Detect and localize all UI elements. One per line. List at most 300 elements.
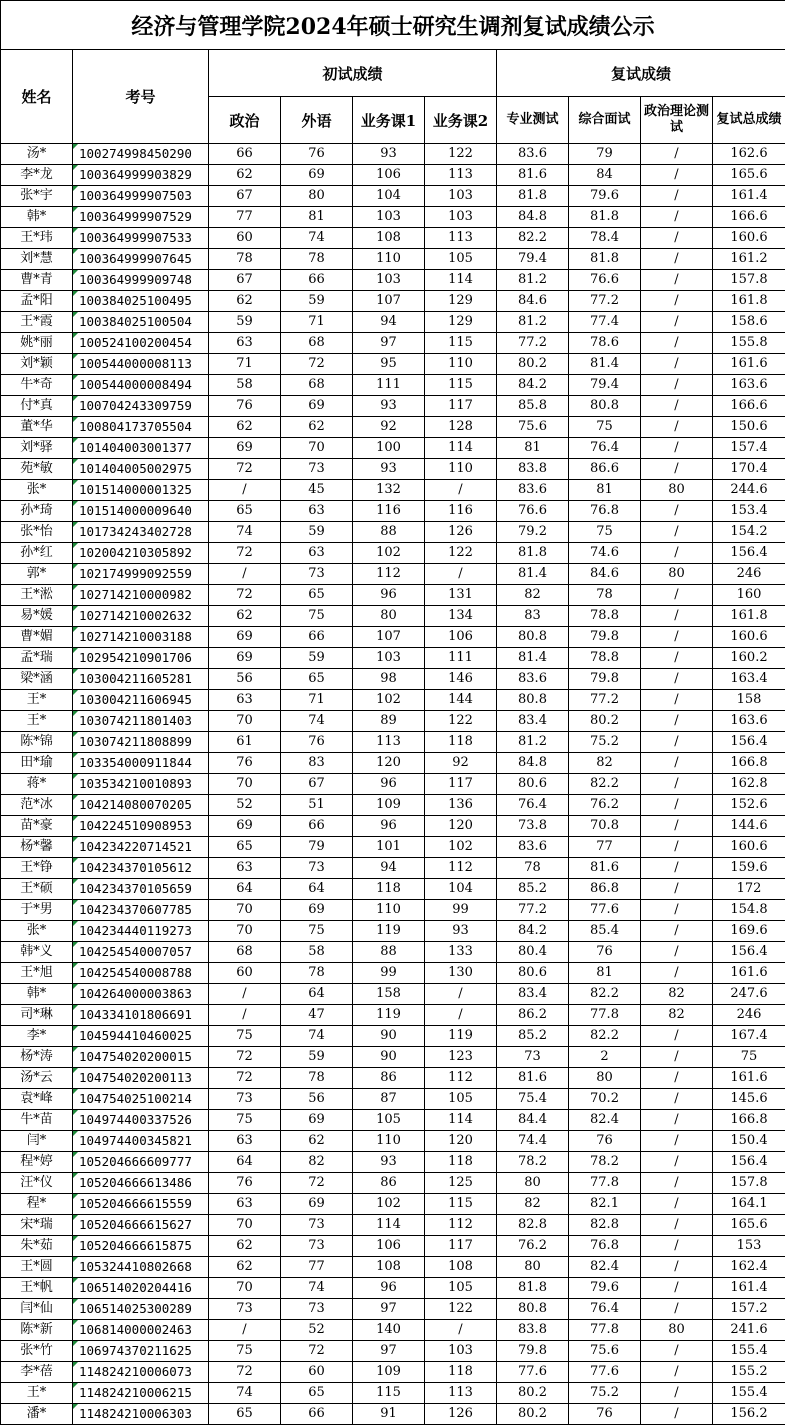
cell-course2: 114 xyxy=(425,438,497,459)
table-row xyxy=(1,291,785,312)
cell-professional-test: 81.2 xyxy=(497,312,569,333)
cell-political-theory: / xyxy=(641,774,713,795)
header-professional-test: 专业测试 xyxy=(497,97,569,144)
cell-retest-total: 150.6 xyxy=(713,417,785,438)
cell-politics: 62 xyxy=(209,1236,281,1257)
cell-exam-no: 104234370105612 xyxy=(73,858,209,879)
table-row xyxy=(1,585,785,606)
cell-political-theory: / xyxy=(641,522,713,543)
cell-name: 韩* xyxy=(1,207,73,228)
cell-interview: 77.8 xyxy=(569,1173,641,1194)
cell-foreign-lang: 75 xyxy=(281,921,353,942)
cell-name: 曹*媚 xyxy=(1,627,73,648)
cell-exam-no: 106974370211625 xyxy=(73,1341,209,1362)
cell-course1: 87 xyxy=(353,1089,425,1110)
cell-politics: 62 xyxy=(209,291,281,312)
cell-foreign-lang: 63 xyxy=(281,543,353,564)
cell-course2: 103 xyxy=(425,186,497,207)
cell-name: 汪*仪 xyxy=(1,1173,73,1194)
table-row xyxy=(1,711,785,732)
cell-course1: 96 xyxy=(353,1278,425,1299)
cell-course1: 94 xyxy=(353,312,425,333)
cell-retest-total: 155.4 xyxy=(713,1341,785,1362)
cell-professional-test: 83.8 xyxy=(497,1320,569,1341)
cell-exam-no: 105204666615559 xyxy=(73,1194,209,1215)
cell-foreign-lang: 64 xyxy=(281,879,353,900)
table-row xyxy=(1,396,785,417)
cell-politics: 52 xyxy=(209,795,281,816)
table-row xyxy=(1,627,785,648)
table-row xyxy=(1,1026,785,1047)
table-row xyxy=(1,1173,785,1194)
cell-course1: 158 xyxy=(353,984,425,1005)
cell-exam-no: 106514025300289 xyxy=(73,1299,209,1320)
cell-exam-no: 100384025100504 xyxy=(73,312,209,333)
cell-political-theory: / xyxy=(641,669,713,690)
cell-name: 田*瑜 xyxy=(1,753,73,774)
cell-course1: 115 xyxy=(353,1383,425,1404)
cell-foreign-lang: 66 xyxy=(281,1404,353,1425)
cell-politics: 59 xyxy=(209,312,281,333)
cell-retest-total: 157.4 xyxy=(713,438,785,459)
header-foreign-lang: 外语 xyxy=(281,97,353,144)
cell-professional-test: 81.4 xyxy=(497,648,569,669)
cell-politics: 70 xyxy=(209,900,281,921)
cell-retest-total: 157.8 xyxy=(713,1173,785,1194)
cell-politics: / xyxy=(209,1320,281,1341)
cell-course2: / xyxy=(425,480,497,501)
cell-politics: 77 xyxy=(209,207,281,228)
cell-course2: 120 xyxy=(425,816,497,837)
table-row xyxy=(1,1215,785,1236)
cell-interview: 86.6 xyxy=(569,459,641,480)
cell-professional-test: 81.8 xyxy=(497,186,569,207)
table-row xyxy=(1,732,785,753)
cell-politics: 64 xyxy=(209,1152,281,1173)
cell-name: 王*圆 xyxy=(1,1257,73,1278)
cell-name: 陈*锦 xyxy=(1,732,73,753)
cell-political-theory: / xyxy=(641,1362,713,1383)
cell-name: 刘*慧 xyxy=(1,249,73,270)
cell-political-theory: / xyxy=(641,1026,713,1047)
table-row xyxy=(1,564,785,585)
cell-foreign-lang: 71 xyxy=(281,690,353,711)
cell-interview: 79.8 xyxy=(569,669,641,690)
cell-course1: 103 xyxy=(353,648,425,669)
cell-foreign-lang: 72 xyxy=(281,1341,353,1362)
cell-exam-no: 102954210901706 xyxy=(73,648,209,669)
cell-retest-total: 155.2 xyxy=(713,1362,785,1383)
cell-retest-total: 161.8 xyxy=(713,606,785,627)
cell-course1: 96 xyxy=(353,816,425,837)
cell-politics: 75 xyxy=(209,1110,281,1131)
cell-politics: / xyxy=(209,564,281,585)
cell-foreign-lang: 73 xyxy=(281,1215,353,1236)
cell-exam-no: 101514000009640 xyxy=(73,501,209,522)
cell-name: 李* xyxy=(1,1026,73,1047)
cell-course2: 126 xyxy=(425,522,497,543)
cell-interview: 74.6 xyxy=(569,543,641,564)
cell-interview: 82.2 xyxy=(569,984,641,1005)
cell-political-theory: / xyxy=(641,165,713,186)
cell-course1: 110 xyxy=(353,900,425,921)
cell-name: 王*淞 xyxy=(1,585,73,606)
cell-political-theory: / xyxy=(641,375,713,396)
cell-professional-test: 79.4 xyxy=(497,249,569,270)
cell-course1: 113 xyxy=(353,732,425,753)
cell-name: 杨*馨 xyxy=(1,837,73,858)
cell-course1: 102 xyxy=(353,543,425,564)
cell-foreign-lang: 66 xyxy=(281,816,353,837)
cell-exam-no: 104224510908953 xyxy=(73,816,209,837)
cell-name: 董*华 xyxy=(1,417,73,438)
cell-exam-no: 106814000002463 xyxy=(73,1320,209,1341)
cell-foreign-lang: 78 xyxy=(281,1068,353,1089)
cell-course1: 120 xyxy=(353,753,425,774)
cell-foreign-lang: 59 xyxy=(281,291,353,312)
cell-politics: 69 xyxy=(209,648,281,669)
cell-exam-no: 100364999907529 xyxy=(73,207,209,228)
header-interview: 综合面试 xyxy=(569,97,641,144)
cell-foreign-lang: 56 xyxy=(281,1089,353,1110)
cell-foreign-lang: 69 xyxy=(281,396,353,417)
cell-course1: 80 xyxy=(353,606,425,627)
cell-retest-total: 166.6 xyxy=(713,396,785,417)
cell-retest-total: 163.4 xyxy=(713,669,785,690)
table-row xyxy=(1,963,785,984)
cell-name: 张*竹 xyxy=(1,1341,73,1362)
cell-name: 王*旭 xyxy=(1,963,73,984)
cell-exam-no: 104254540008788 xyxy=(73,963,209,984)
cell-politics: 76 xyxy=(209,1173,281,1194)
cell-professional-test: 79.2 xyxy=(497,522,569,543)
cell-professional-test: 81.2 xyxy=(497,732,569,753)
table-row xyxy=(1,753,785,774)
table-row xyxy=(1,984,785,1005)
cell-interview: 77 xyxy=(569,837,641,858)
cell-professional-test: 81.2 xyxy=(497,270,569,291)
cell-professional-test: 83.8 xyxy=(497,459,569,480)
cell-professional-test: 73 xyxy=(497,1047,569,1068)
cell-politics: 56 xyxy=(209,669,281,690)
cell-interview: 75 xyxy=(569,417,641,438)
cell-political-theory: 80 xyxy=(641,1320,713,1341)
cell-course1: 110 xyxy=(353,1131,425,1152)
cell-name: 袁*峰 xyxy=(1,1089,73,1110)
cell-exam-no: 103354000911844 xyxy=(73,753,209,774)
cell-name: 杨*涛 xyxy=(1,1047,73,1068)
cell-interview: 76 xyxy=(569,1404,641,1425)
cell-foreign-lang: 66 xyxy=(281,270,353,291)
cell-political-theory: / xyxy=(641,438,713,459)
cell-political-theory: / xyxy=(641,207,713,228)
cell-course1: 109 xyxy=(353,1362,425,1383)
cell-political-theory: / xyxy=(641,1110,713,1131)
cell-political-theory: / xyxy=(641,312,713,333)
table-row xyxy=(1,333,785,354)
cell-exam-no: 114824210006215 xyxy=(73,1383,209,1404)
cell-political-theory: / xyxy=(641,1194,713,1215)
cell-exam-no: 106514020204416 xyxy=(73,1278,209,1299)
cell-professional-test: 76.4 xyxy=(497,795,569,816)
cell-retest-total: 164.1 xyxy=(713,1194,785,1215)
cell-name: 李*龙 xyxy=(1,165,73,186)
cell-professional-test: 81.6 xyxy=(497,165,569,186)
table-row xyxy=(1,249,785,270)
cell-course2: 128 xyxy=(425,417,497,438)
cell-name: 韩* xyxy=(1,984,73,1005)
cell-politics: 67 xyxy=(209,186,281,207)
cell-politics: 63 xyxy=(209,858,281,879)
cell-professional-test: 84.4 xyxy=(497,1110,569,1131)
cell-foreign-lang: 71 xyxy=(281,312,353,333)
cell-exam-no: 101514000001325 xyxy=(73,480,209,501)
cell-foreign-lang: 83 xyxy=(281,753,353,774)
cell-course1: 95 xyxy=(353,354,425,375)
cell-foreign-lang: 67 xyxy=(281,774,353,795)
cell-retest-total: 145.6 xyxy=(713,1089,785,1110)
cell-political-theory: / xyxy=(641,1257,713,1278)
cell-political-theory: / xyxy=(641,711,713,732)
cell-political-theory: 80 xyxy=(641,480,713,501)
cell-exam-no: 101734243402728 xyxy=(73,522,209,543)
cell-name: 孟*瑞 xyxy=(1,648,73,669)
table-row xyxy=(1,228,785,249)
cell-name: 闫* xyxy=(1,1131,73,1152)
cell-foreign-lang: 78 xyxy=(281,249,353,270)
cell-course2: 102 xyxy=(425,837,497,858)
cell-interview: 76 xyxy=(569,942,641,963)
table-row xyxy=(1,1047,785,1068)
cell-exam-no: 114824210006073 xyxy=(73,1362,209,1383)
cell-course1: 94 xyxy=(353,858,425,879)
cell-retest-total: 153.4 xyxy=(713,501,785,522)
cell-foreign-lang: 68 xyxy=(281,333,353,354)
cell-course2: 103 xyxy=(425,1341,497,1362)
cell-politics: 63 xyxy=(209,1194,281,1215)
cell-exam-no: 101404003001377 xyxy=(73,438,209,459)
cell-course1: 97 xyxy=(353,333,425,354)
cell-foreign-lang: 63 xyxy=(281,501,353,522)
cell-course1: 119 xyxy=(353,921,425,942)
cell-exam-no: 104754020200015 xyxy=(73,1047,209,1068)
cell-professional-test: 84.6 xyxy=(497,291,569,312)
cell-foreign-lang: 73 xyxy=(281,1299,353,1320)
cell-course1: 96 xyxy=(353,585,425,606)
cell-course2: 115 xyxy=(425,375,497,396)
cell-political-theory: / xyxy=(641,354,713,375)
cell-exam-no: 104214080070205 xyxy=(73,795,209,816)
cell-name: 闫*仙 xyxy=(1,1299,73,1320)
cell-politics: 70 xyxy=(209,921,281,942)
cell-retest-total: 156.4 xyxy=(713,1152,785,1173)
cell-politics: 75 xyxy=(209,1026,281,1047)
cell-interview: 2 xyxy=(569,1047,641,1068)
page-title: 经济与管理学院2024年硕士研究生调剂复试成绩公示 xyxy=(1,1,785,50)
cell-course1: 105 xyxy=(353,1110,425,1131)
cell-professional-test: 77.2 xyxy=(497,333,569,354)
cell-foreign-lang: 62 xyxy=(281,1131,353,1152)
table-row xyxy=(1,648,785,669)
cell-name: 程* xyxy=(1,1194,73,1215)
cell-interview: 77.6 xyxy=(569,1362,641,1383)
cell-politics: 69 xyxy=(209,627,281,648)
cell-retest-total: 172 xyxy=(713,879,785,900)
table-row xyxy=(1,480,785,501)
cell-retest-total: 155.4 xyxy=(713,1383,785,1404)
cell-interview: 79 xyxy=(569,144,641,165)
cell-politics: 63 xyxy=(209,690,281,711)
cell-retest-total: 166.8 xyxy=(713,1110,785,1131)
cell-foreign-lang: 45 xyxy=(281,480,353,501)
cell-politics: 62 xyxy=(209,1257,281,1278)
cell-course1: 107 xyxy=(353,627,425,648)
cell-political-theory: / xyxy=(641,1236,713,1257)
cell-professional-test: 80.8 xyxy=(497,1299,569,1320)
table-row xyxy=(1,921,785,942)
cell-name: 苑*敏 xyxy=(1,459,73,480)
cell-politics: 61 xyxy=(209,732,281,753)
cell-interview: 78.6 xyxy=(569,333,641,354)
cell-name: 张* xyxy=(1,921,73,942)
cell-course1: 111 xyxy=(353,375,425,396)
cell-exam-no: 105204666613486 xyxy=(73,1173,209,1194)
cell-retest-total: 150.4 xyxy=(713,1131,785,1152)
table-row xyxy=(1,1110,785,1131)
cell-name: 王*帆 xyxy=(1,1278,73,1299)
cell-politics: 69 xyxy=(209,816,281,837)
cell-name: 王* xyxy=(1,1383,73,1404)
cell-exam-no: 100544000008113 xyxy=(73,354,209,375)
cell-interview: 77.2 xyxy=(569,291,641,312)
cell-course2: 112 xyxy=(425,1068,497,1089)
cell-professional-test: 82.2 xyxy=(497,228,569,249)
cell-retest-total: 241.6 xyxy=(713,1320,785,1341)
cell-exam-no: 105204666615627 xyxy=(73,1215,209,1236)
cell-course2: 129 xyxy=(425,291,497,312)
cell-foreign-lang: 69 xyxy=(281,1194,353,1215)
cell-political-theory: / xyxy=(641,543,713,564)
cell-course2: / xyxy=(425,1320,497,1341)
table-row xyxy=(1,669,785,690)
cell-political-theory: / xyxy=(641,690,713,711)
cell-course2: 129 xyxy=(425,312,497,333)
cell-professional-test: 76.2 xyxy=(497,1236,569,1257)
cell-foreign-lang: 77 xyxy=(281,1257,353,1278)
cell-interview: 81 xyxy=(569,480,641,501)
table-row xyxy=(1,1131,785,1152)
cell-foreign-lang: 74 xyxy=(281,1278,353,1299)
cell-foreign-lang: 69 xyxy=(281,900,353,921)
cell-politics: 72 xyxy=(209,1047,281,1068)
cell-foreign-lang: 59 xyxy=(281,1047,353,1068)
cell-course2: 112 xyxy=(425,1215,497,1236)
cell-foreign-lang: 65 xyxy=(281,669,353,690)
cell-political-theory: / xyxy=(641,1299,713,1320)
cell-exam-no: 105324410802668 xyxy=(73,1257,209,1278)
cell-professional-test: 80.6 xyxy=(497,963,569,984)
cell-foreign-lang: 80 xyxy=(281,186,353,207)
cell-name: 司*琳 xyxy=(1,1005,73,1026)
cell-politics: 72 xyxy=(209,585,281,606)
cell-exam-no: 100364999909748 xyxy=(73,270,209,291)
cell-course2: 114 xyxy=(425,1110,497,1131)
cell-exam-no: 100364999903829 xyxy=(73,165,209,186)
cell-politics: 71 xyxy=(209,354,281,375)
cell-foreign-lang: 59 xyxy=(281,648,353,669)
cell-interview: 82.4 xyxy=(569,1110,641,1131)
cell-course1: 118 xyxy=(353,879,425,900)
cell-name: 王*硕 xyxy=(1,879,73,900)
cell-name: 郭* xyxy=(1,564,73,585)
cell-course1: 119 xyxy=(353,1005,425,1026)
cell-professional-test: 81 xyxy=(497,438,569,459)
table-row xyxy=(1,816,785,837)
cell-political-theory: / xyxy=(641,648,713,669)
cell-course1: 86 xyxy=(353,1173,425,1194)
cell-retest-total: 157.8 xyxy=(713,270,785,291)
cell-politics: 66 xyxy=(209,144,281,165)
cell-professional-test: 80 xyxy=(497,1173,569,1194)
cell-political-theory: / xyxy=(641,963,713,984)
cell-retest-total: 166.8 xyxy=(713,753,785,774)
cell-course1: 102 xyxy=(353,690,425,711)
table-row xyxy=(1,417,785,438)
cell-retest-total: 159.6 xyxy=(713,858,785,879)
table-row xyxy=(1,1404,785,1425)
cell-course2: 118 xyxy=(425,1362,497,1383)
cell-retest-total: 160 xyxy=(713,585,785,606)
cell-course1: 101 xyxy=(353,837,425,858)
cell-course2: 111 xyxy=(425,648,497,669)
cell-name: 汤*云 xyxy=(1,1068,73,1089)
cell-political-theory: / xyxy=(641,417,713,438)
cell-foreign-lang: 60 xyxy=(281,1362,353,1383)
cell-name: 朱*茹 xyxy=(1,1236,73,1257)
cell-political-theory: / xyxy=(641,396,713,417)
cell-professional-test: 81.8 xyxy=(497,543,569,564)
cell-politics: 74 xyxy=(209,1383,281,1404)
cell-name: 梁*涵 xyxy=(1,669,73,690)
cell-name: 汤* xyxy=(1,144,73,165)
cell-professional-test: 83 xyxy=(497,606,569,627)
cell-name: 张*宇 xyxy=(1,186,73,207)
table-row xyxy=(1,837,785,858)
cell-politics: 76 xyxy=(209,396,281,417)
cell-name: 牛*苗 xyxy=(1,1110,73,1131)
cell-course1: 92 xyxy=(353,417,425,438)
cell-name: 王* xyxy=(1,690,73,711)
cell-course2: 118 xyxy=(425,732,497,753)
cell-interview: 79.8 xyxy=(569,627,641,648)
cell-foreign-lang: 74 xyxy=(281,228,353,249)
cell-name: 蒋* xyxy=(1,774,73,795)
cell-political-theory: / xyxy=(641,753,713,774)
table-row xyxy=(1,1383,785,1404)
cell-course2: 130 xyxy=(425,963,497,984)
cell-professional-test: 84.8 xyxy=(497,207,569,228)
cell-political-theory: / xyxy=(641,585,713,606)
header-exam-no: 考号 xyxy=(73,50,209,144)
cell-politics: 74 xyxy=(209,522,281,543)
cell-professional-test: 81.4 xyxy=(497,564,569,585)
cell-retest-total: 165.6 xyxy=(713,165,785,186)
cell-professional-test: 78.2 xyxy=(497,1152,569,1173)
table-row xyxy=(1,543,785,564)
cell-interview: 78.2 xyxy=(569,1152,641,1173)
cell-exam-no: 100804173705504 xyxy=(73,417,209,438)
cell-professional-test: 82 xyxy=(497,585,569,606)
